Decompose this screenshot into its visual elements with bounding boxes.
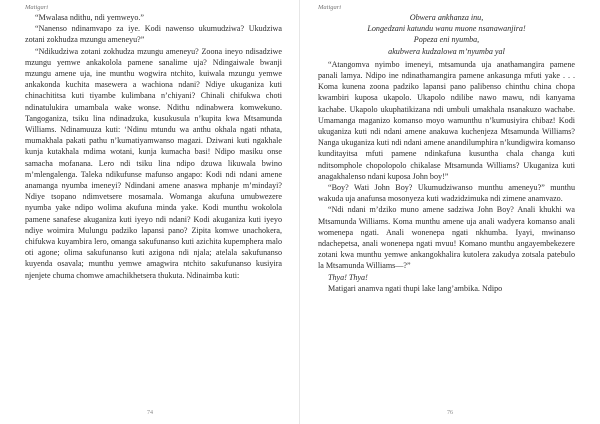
paragraph-exclamation: Thya! Thya!	[328, 272, 368, 282]
verse-line: Obwera ankhanza inu,	[409, 13, 484, 22]
verse-line: Popeza eni nyumba,	[413, 35, 480, 45]
song-verse	[318, 12, 575, 57]
paragraph: “Boy? Wati John Boy? Ukumudziwanso munthu ameneyu?” munthu wakuda uja anafunsa mosonyeza kuti wadzidzimuka ndi zimene anamvazo.	[318, 183, 575, 204]
right-page-number: 76	[447, 410, 453, 416]
paragraph: “Ndikudziwa zotani zokhudza mzungu ameneyu? Zoona ineyo ndisadziwe mzungu yemwe ankakolola pamene sanalime uja? Ndingaiwale bwanji mzungu amene uja, ine munthu wogwira ntchito, kuiwala mzungu yemwe ankakonda kuchita masewera a wachiona ndani? Ndiye ukuganiza kuti chinachititsa kuti tiyambe kulimbana n’chiyani? Chinali chifukwa choti ndinatulukira umambala wake wonse. Ndithu ndinabwera komwekuno. Tangoganiza, tsiku lina ndinadzuka, kusukusula n’kupita kwa Mtsamunda Williams. Ndinamuuza kuti: ‘Ndinu mtundu wa anthu okhala ngati nthata, mumakhala pakati pathu n’kumatiyamwanso magazi. Dziwani kuti ngakhale kunja kutakhala mdima wotani, kunja kumacha basi! Ndipo masiku onse samacha mofanana. Lero ndi tsiku lina ndipo dzuwa likuwala bwino m’mlengalenga. Taleka ndikufunse mafunso angapo: Kodi ndi ndani amene anamanga nyumba imeneyi? Ndindani amene anaswa mphanje m’mindayi? Ndiye tsopano ndimvetsere mosamala. Womanga akufuna umubwezere nyumba yake ndipo wolima akufuna minda yake. Kodi munthu wokolola pamene sanafese akuganiza kuti iyeyo ndi ndani? Kodi akuganiza kuti iyeyo ndiye woimira Mulungu padziko lapansi pano? Zipita komwe unachokera, chifukwa kuyambira lero, omanga sakufunanso kuti azichita kupemphera malo oti agone; olima sakufunanso kuti azigona ndi njala; atelala sakufunanso kuyenda osavala; munthu yemwe amagwira ntchito sakufunanso kusiyira njenjete chuma chomwe amachikhetsera thukuta. Ndinaimba kuti:	[25, 46, 282, 280]
paragraph: Matigari anamva ngati thupi lake lang’ambika. Ndipo	[328, 283, 503, 293]
paragraph: “Mwalasa ndithu, ndi yemweyo.”	[35, 13, 145, 22]
left-running-head: Matigari	[25, 4, 49, 11]
left-page-number: 74	[147, 410, 153, 416]
right-page	[300, 0, 600, 424]
verse-line: akubwera kudzalowa m’nyumba yal	[388, 46, 505, 56]
left-body-text	[25, 12, 282, 281]
paragraph: “Nanenso ndinamvapo za iye. Kodi nawenso ukumudziwa? Ukudziwa zotani zokhudza mzungu ameneyu?”	[25, 24, 282, 45]
right-running-head: Matigari	[318, 4, 342, 11]
paragraph: “Ndi ndani m’dziko muno amene sadziwa John Boy? Anali khukhi wa Mtsamunda Williams. Koma munthu amene uja anali wadyera komanso anali womenepa ngati. Anali wonenepa ngati nkhumba. Iyayi, mwinanso ndachepetsa, anali wonenepa ngati mvuu! Komano munthu angayembekezere zotani kwa munthu yemwe ankangokhalira kutolera zakudya zotsala patebulo la Mtsamunda Williams—?”	[318, 205, 575, 271]
right-body-text	[318, 59, 575, 294]
verse-line: Longedzani katundu wanu muone nsanawanjira!	[367, 24, 526, 34]
paragraph: “Atangomva nyimbo imeneyi, mtsamunda uja anathamangira pamene panali lamya. Ndipo ine ndinathamangira pamene ankasunga mfuti yake . . . Koma kunena zoona padziko lapansi pano palibenso chinthu china chopa kwambiri kuposa ukapolo. Ukapolo ndilibe nawo mawu, ndi kanyama kachabe. Ukapolo ukuphatikizana ndi umbuli umakhala nsanakuzo wachabe. Umamanga maganizo komanso moyo wamunthu n’kumusiyira chibaz! Kodi ukuganiza kuti ndi ndani amene anakuwa kuchenjeza Mtsamunda Williams? Nanga ukuganiza kuti ndi ndani amene anandilumphira n’kundigwira komanso kunditayitsa mfuti pamene ndinkafuna kusuntha chala changa kuti nditsomphole chopolopolo chikalase Mtsamunda Williams? Ukuganiza kuti anagakhalenso ndani kuposa John boy!”	[318, 59, 575, 181]
